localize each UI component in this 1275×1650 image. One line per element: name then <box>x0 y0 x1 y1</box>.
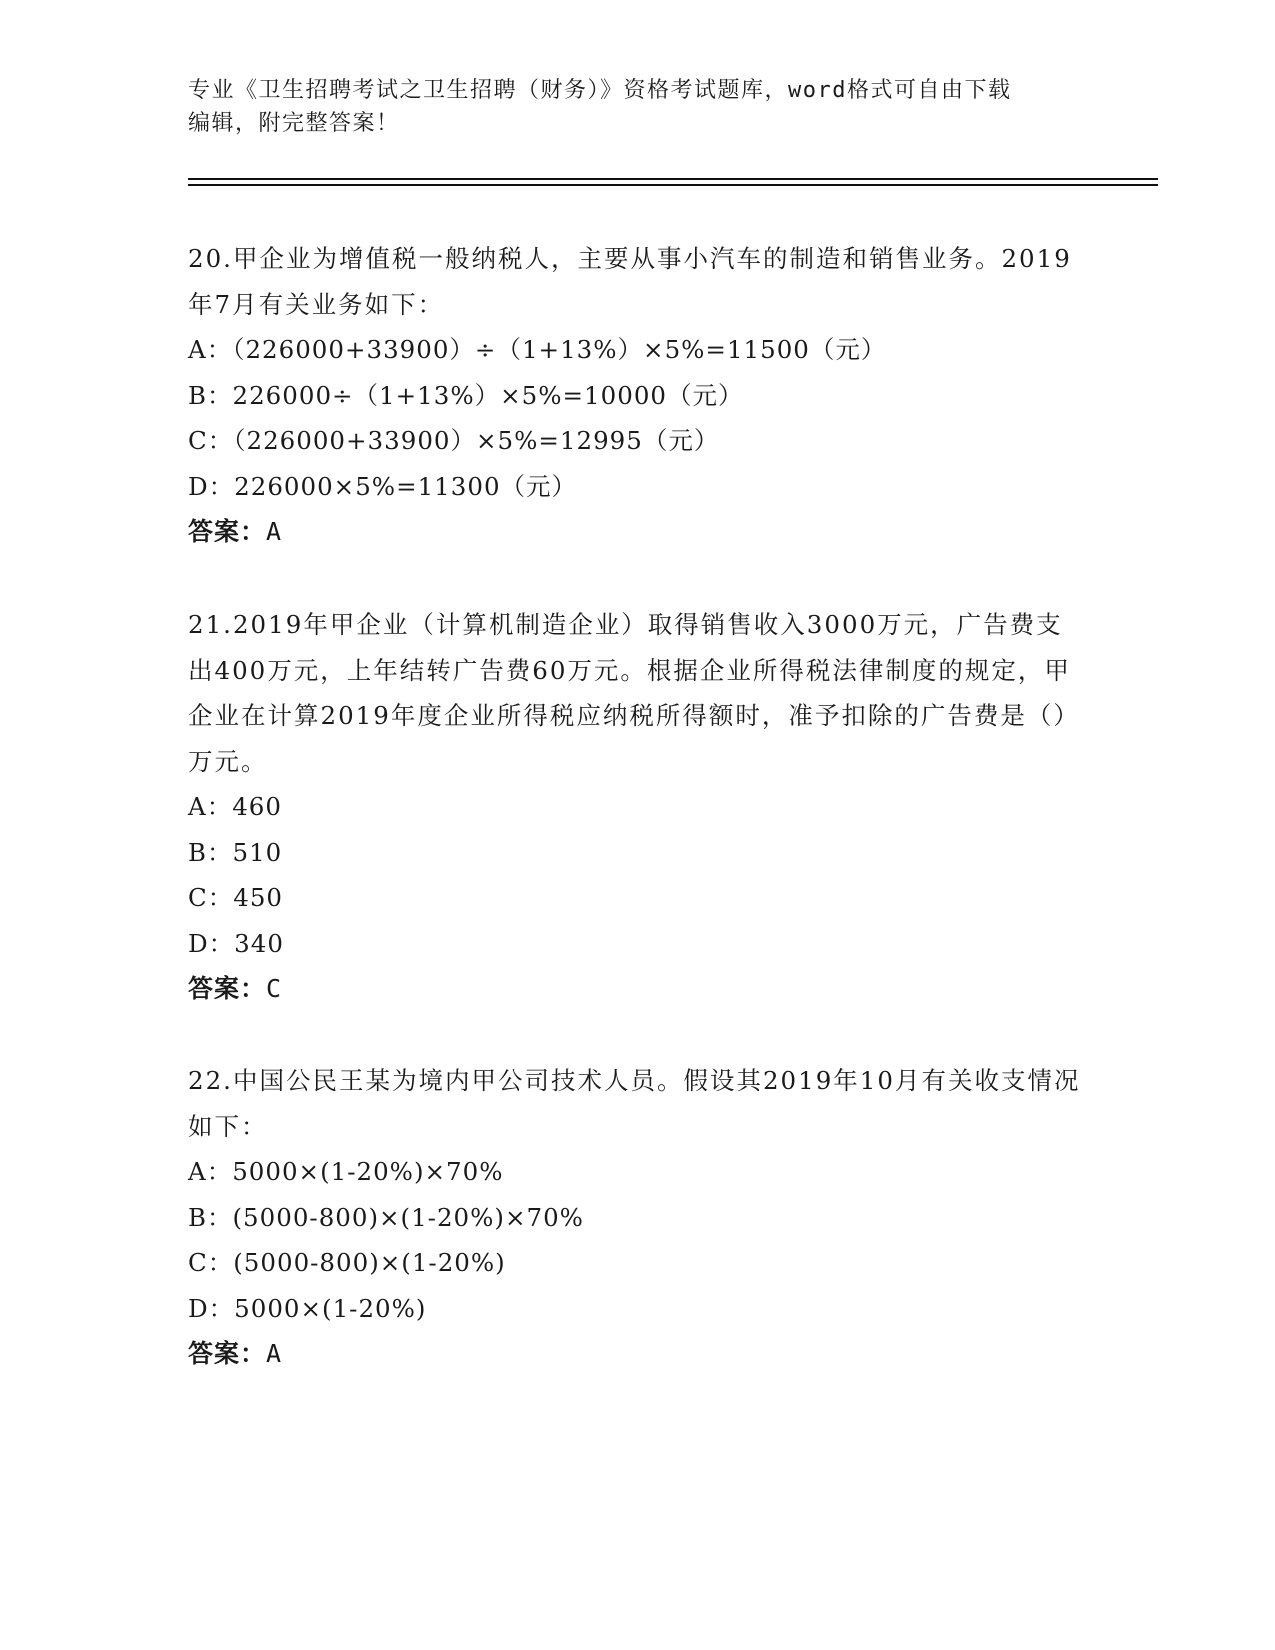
question-22 <box>188 1058 1088 1377</box>
option-a: A：5000×(1-20%)×70% <box>188 1157 504 1186</box>
option-c: C：(5000-800)×(1-20%) <box>188 1248 506 1277</box>
question-stem: 22.中国公民王某为境内甲公司技术人员。假设其2019年10月有关收支情况如下： <box>188 1066 1081 1141</box>
header-divider-bottom <box>188 184 1158 186</box>
option-d: D：5000×(1-20%) <box>188 1293 427 1323</box>
header-line-1: 专业《卫生招聘考试之卫生招聘（财务）》资格考试题库，word格式可自由下载 <box>188 78 1012 103</box>
answer-label: 答案： <box>188 1339 267 1368</box>
answer-label: 答案： <box>188 974 267 1003</box>
question-stem: 20.甲企业为增值税一般纳税人，主要从事小汽车的制造和销售业务。2019年7月有关业务如下： <box>188 244 1072 319</box>
question-20 <box>188 236 1088 555</box>
answer-value: A <box>266 1339 283 1368</box>
option-c: C：450 <box>188 883 284 912</box>
option-c: C：（226000+33900）×5%=12995（元） <box>188 426 720 455</box>
option-a: A：（226000+33900）÷（1+13%）×5%=11500（元） <box>188 335 887 364</box>
answer-value: C <box>266 974 283 1003</box>
option-a: A：460 <box>188 792 282 821</box>
document-header <box>188 74 1088 140</box>
answer-line <box>188 509 1088 555</box>
option-d: D：340 <box>188 928 284 958</box>
answer-line <box>188 1331 1088 1377</box>
option-b: B：(5000-800)×(1-20%)×70% <box>188 1202 584 1232</box>
question-21 <box>188 602 1088 1012</box>
option-d: D：226000×5%=11300（元） <box>188 471 578 501</box>
header-line-2: 编辑，附完整答案！ <box>188 111 400 136</box>
header-divider-top <box>188 178 1158 180</box>
answer-line <box>188 966 1088 1012</box>
option-b: B：510 <box>188 837 283 867</box>
question-stem: 21.2019年甲企业（计算机制造企业）取得销售收入3000万元，广告费支出400万元，上年结转广告费60万元。根据企业所得税法律制度的规定，甲企业在计算2019年度企业所得税应纳税所得额时，准予扣除的广告费是（）万元。 <box>188 610 1080 776</box>
answer-label: 答案： <box>188 517 267 546</box>
answer-value: A <box>266 517 283 546</box>
option-b: B：226000÷（1+13%）×5%=10000（元） <box>188 380 744 410</box>
